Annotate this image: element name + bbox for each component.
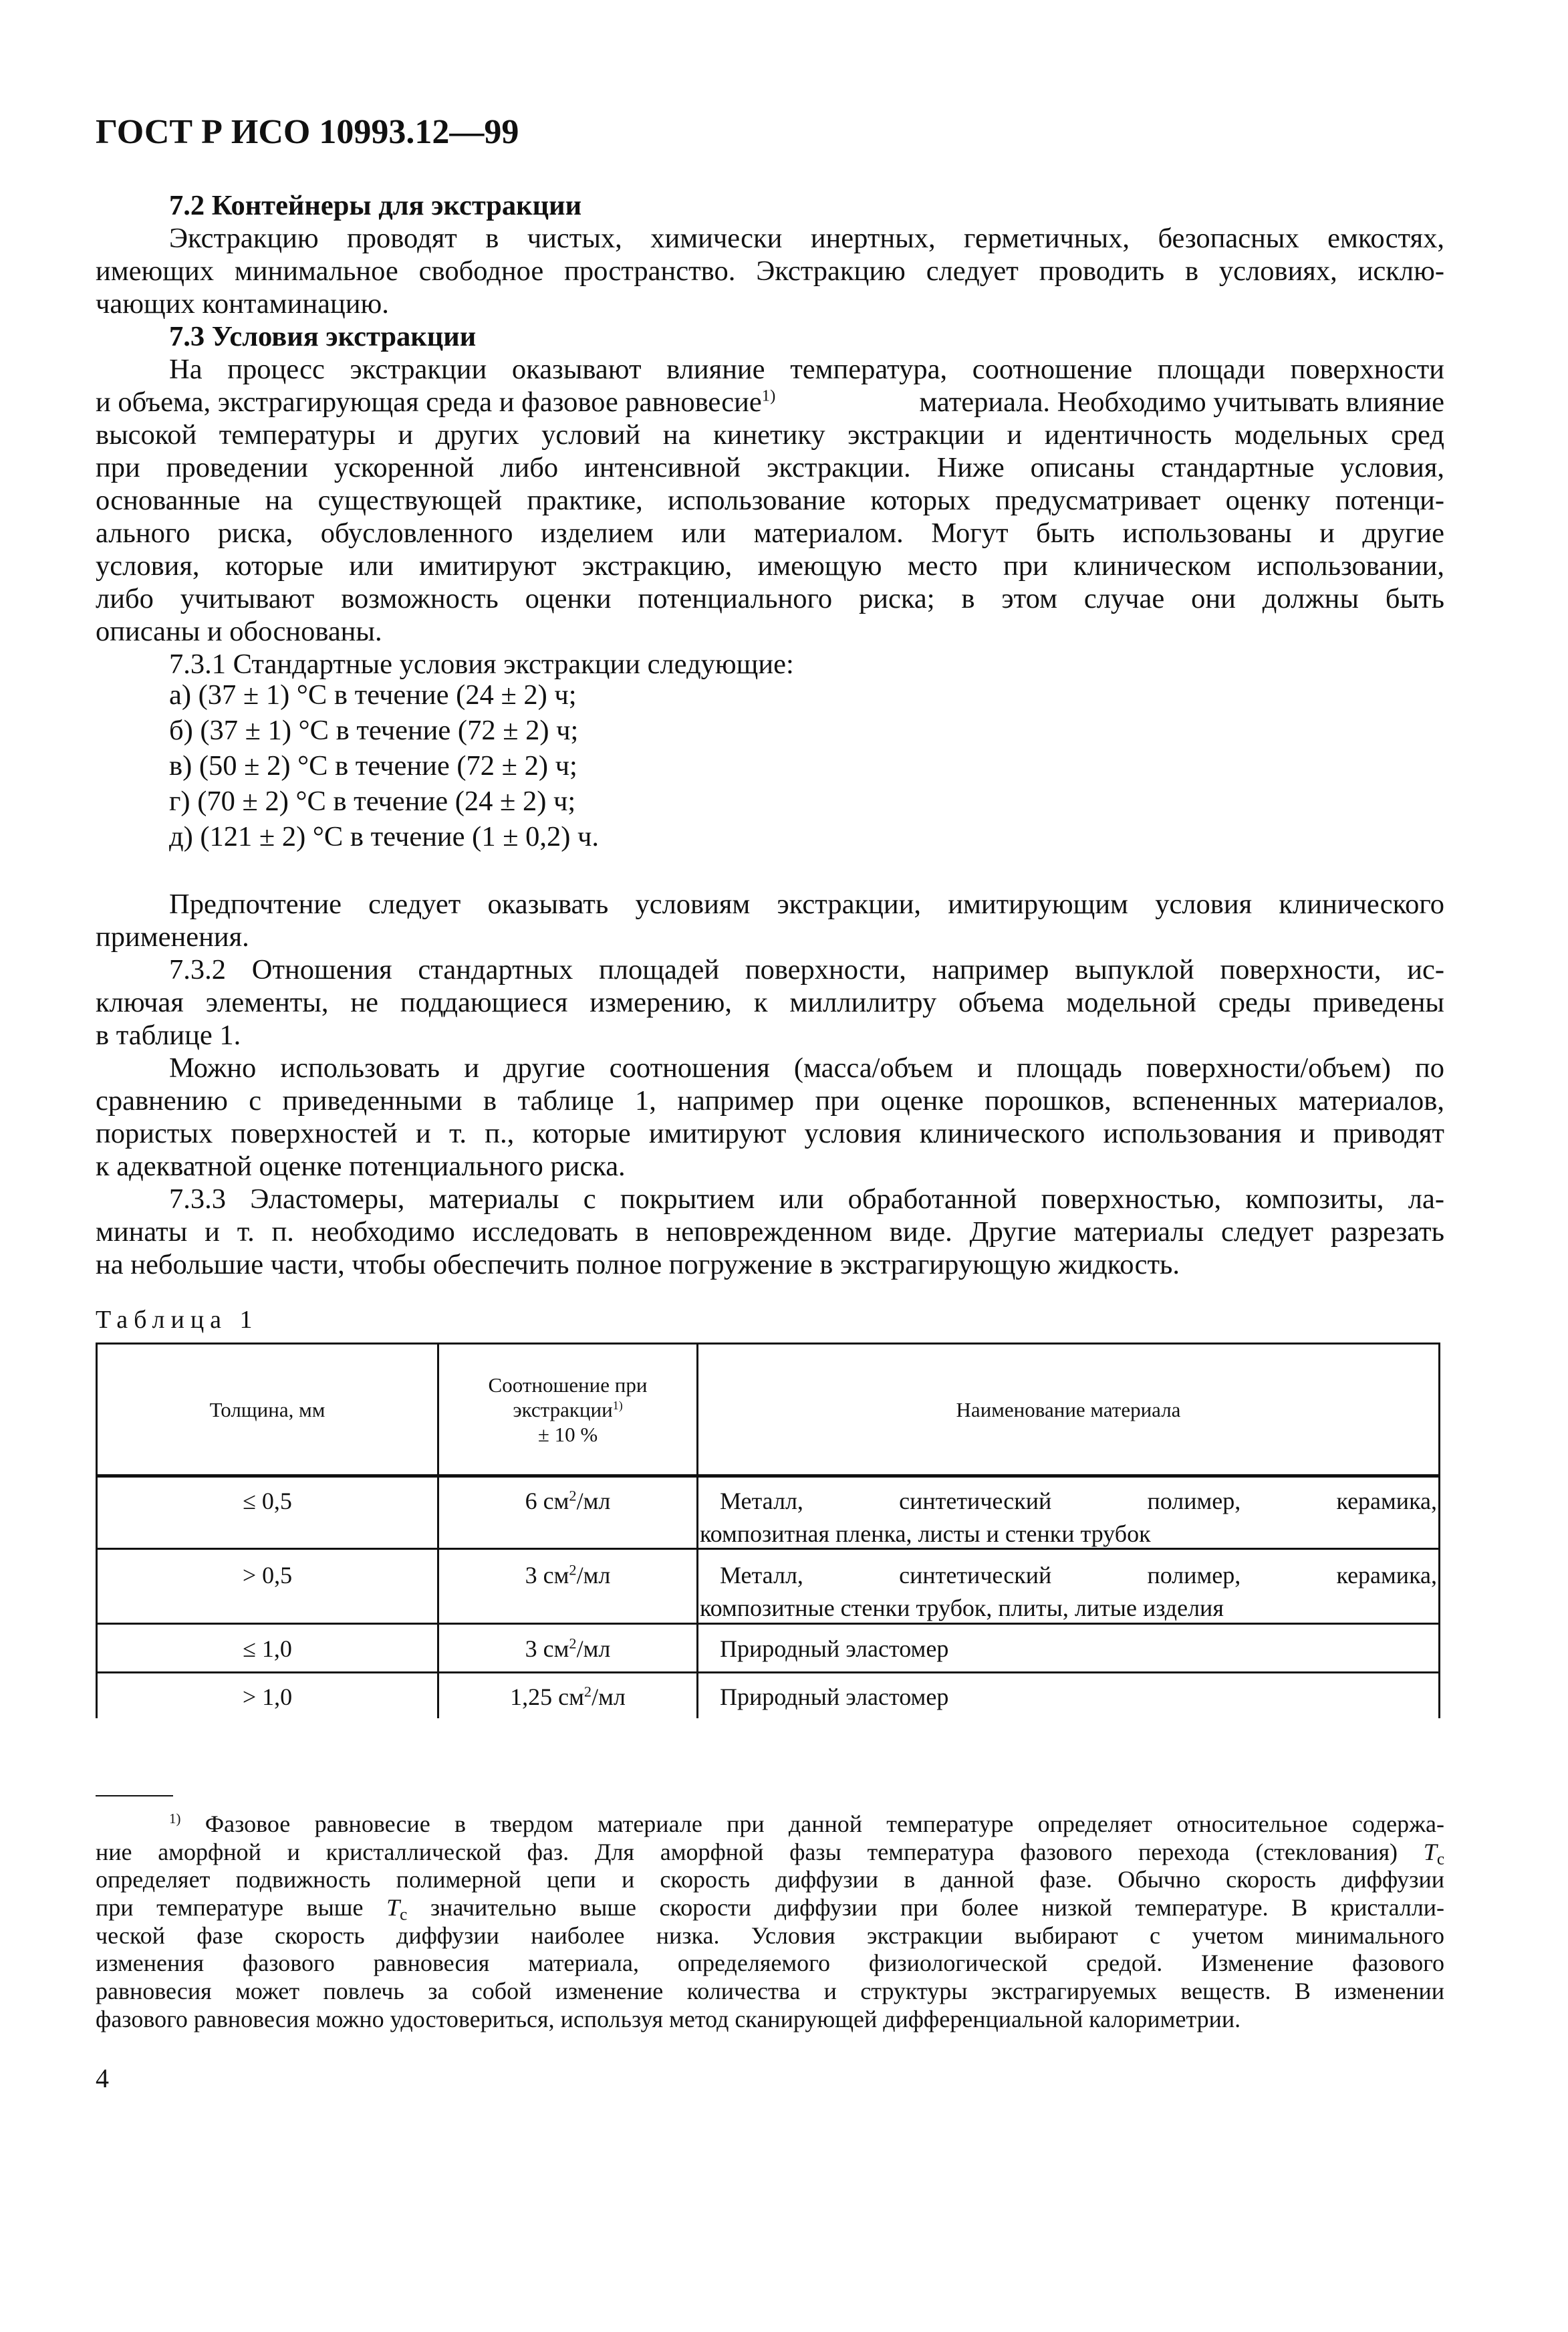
table-cell-ratio [439,1681,696,1714]
paragraph-line: минаты и т. п. необходимо исследовать в неповрежденном виде. Другие материалы следует разрезать [96,1216,1444,1248]
list-item [96,785,1444,820]
footnote-ref[interactable]: 1) [761,386,776,405]
footnote-line [96,1894,1444,1922]
paragraph-line: На процесс экстракции оказывают влияние температура, соотношение площади поверхности [169,354,1444,385]
exponent: 2 [569,1487,577,1504]
footnote-ref[interactable]: 1) [612,1398,623,1412]
document-header: ГОСТ Р ИСО 10993.12—99 [96,113,519,151]
paragraph-line: на небольшие части, чтобы обеспечить полное погружение в экстрагирующую жидкость. [96,1249,1180,1280]
table-border [1438,1343,1440,1718]
tc-subscript: c [1436,1849,1445,1868]
table-cell-thickness: > 0,5 [242,1562,293,1589]
footnote-marker: 1) [169,1811,181,1827]
footnote-text: значительно выше скорости диффузии при более низкой температуре. В кристалли- [430,1894,1445,1921]
list-text: (37 ± 1) °С в течение (24 ± 2) ч; [198,679,577,711]
paragraph-line: имеющих минимальное свободное пространство. Экстракцию следует проводить в условиях, исклю- [96,255,1444,287]
paragraph-line: применения. [96,921,249,953]
table-cell-thickness: ≤ 1,0 [243,1635,292,1662]
table-row-divider [96,1671,1440,1673]
extraction-ratio-table [96,1343,1440,1718]
list-label: в) [169,750,192,782]
header-text: Соотношение при [488,1373,648,1397]
material-line: Металл, синтетический полимер, керамика, [720,1488,1437,1514]
table-cell-thickness: > 1,0 [242,1683,293,1710]
section-7-3-continued [96,888,1444,1281]
table-cell-ratio [439,1559,696,1592]
header-text: Толщина, мм [209,1397,325,1421]
footnote-line [96,1811,1444,1839]
footnote-line: равновесия может повлечь за собой изменение количества и структуры экстрагируемых веществ. В изменении [96,1978,1444,2005]
list-item [96,820,1444,856]
table-cell-material [700,1559,1437,1625]
paragraph-line: Предпочтение следует оказывать условиям экстракции, имитирующим условия клинического [169,889,1444,920]
tc-subscript: c [400,1905,408,1924]
list-label: б) [169,715,193,746]
table-header-divider [96,1474,1440,1478]
column-header-ratio [439,1345,696,1474]
subsection-intro: 7.3.1 Стандартные условия экстракции следующие: [169,649,794,680]
text-segment [96,386,775,419]
material-line: композитные стенки трубок, плиты, литые изделия [700,1595,1224,1621]
footnote-text: Фазовое равновесие в твердом материале при данной температуре определяет относительное содержа- [205,1811,1445,1837]
footnote-line: фазового равновесия можно удостовериться, используя метод сканирующей дифференциальной калориметрии. [96,2005,1241,2032]
column-header-material [698,1345,1438,1474]
tc-letter: T [386,1894,400,1921]
footnote-text: ние аморфной и кристаллической фаз. Для аморфной фазы температура фазового перехода (стеклования) [96,1838,1398,1865]
footnote-line: ческой фазе скорость диффузии наиболее низка. Условия экстракции выбирают с учетом минимального [96,1921,1444,1949]
column-header-thickness [98,1345,437,1474]
paragraph-line: Можно использовать и другие соотношения (масса/объем и площадь поверхности/объем) по [169,1052,1444,1084]
exponent: 2 [583,1683,592,1700]
paragraph-line: условия, которые или имитируют экстракцию, имеющую место при клиническом использовании, [96,550,1444,582]
ratio-unit: /мл [576,1488,611,1514]
header-text: экстракции [513,1397,613,1421]
paragraph-line: сравнению с приведенными в таблице 1, например при оценке порошков, вспененных материалов, [96,1085,1444,1117]
tc-symbol [1423,1838,1445,1868]
paragraph-line: описаны и обоснованы. [96,616,382,647]
paragraph-line: пористых поверхностей и т. п., которые имитируют условия клинического использования и приводят [96,1118,1444,1149]
ratio-unit: /мл [576,1562,611,1589]
footnote [96,1811,1444,2034]
footnote-text: при температуре выше [96,1894,364,1921]
header-text [513,1397,622,1422]
list-label: д) [169,821,193,852]
section-heading: 7.2 Контейнеры для экстракции [169,190,582,221]
list-text: (50 ± 2) °С в течение (72 ± 2) ч; [199,750,577,782]
paragraph-line: высокой температуры и других условий на кинетику экстракции и идентичность модельных сред [96,419,1444,451]
list-text: (70 ± 2) °С в течение (24 ± 2) ч; [197,786,576,817]
material-line: композитная пленка, листы и стенки трубок [700,1520,1151,1547]
list-item [96,749,1444,785]
table-cell-material: Природный эластомер [720,1635,949,1662]
paragraph-line: ального риска, обусловленного изделием или материалом. Могут быть использованы и другие [96,517,1444,549]
footnote-line: изменения фазового равновесия материала, определяемого физиологической средой. Изменение фазового [96,1950,1444,1977]
paragraph-line: ключая элементы, не поддающиеся измерению, к миллилитру объема модельной среды приведены [96,987,1444,1018]
ratio-value: 6 см [525,1488,569,1514]
paragraph-line: чающих контаминацию. [96,288,389,320]
paragraph-line: 7.3.2 Отношения стандартных площадей поверхности, например выпуклой поверхности, ис- [169,954,1444,985]
text-segment: и объема, экстрагирующая среда и фазовое равновесие [96,386,762,418]
exponent: 2 [569,1635,577,1652]
paragraph-line: Экстракцию проводят в чистых, химически инертных, герметичных, безопасных емкостях, [169,223,1444,254]
tc-symbol [386,1894,408,1924]
footnote-line [96,1839,1444,1867]
paragraph-line-with-footnote [96,386,1444,419]
ratio-value: 3 см [525,1635,569,1662]
list-label: а) [169,679,192,711]
paragraph-line: в таблице 1. [96,1020,241,1051]
paragraph-line: при проведении ускоренной либо интенсивной экстракции. Ниже описаны стандартные условия, [96,452,1444,483]
table-cell-ratio [439,1633,696,1665]
conditions-list [96,679,1444,856]
list-label: г) [169,786,190,817]
ratio-value: 3 см [525,1562,569,1589]
paragraph-line: основанные на существующей практике, использование которых предусматривает оценку потенци- [96,485,1444,516]
section-7-2 [96,189,1444,681]
paragraph-line: 7.3.3 Эластомеры, материалы с покрытием или обработанной поверхностью, композиты, ла- [169,1183,1444,1215]
page-number: 4 [96,2063,109,2093]
table-cell-material: Природный эластомер [720,1683,949,1710]
header-text: ± 10 % [537,1422,598,1446]
list-text: (37 ± 1) °С в течение (72 ± 2) ч; [200,715,579,746]
section-heading: 7.3 Условия экстракции [169,321,477,352]
ratio-value: 1,25 см [510,1683,584,1710]
paragraph-line: либо учитывают возможность оценки потенциального риска; в этом случае они должны быть [96,583,1444,614]
material-line: Металл, синтетический полимер, керамика, [720,1562,1437,1589]
tc-letter: T [1423,1838,1437,1865]
table-cell-ratio [439,1485,696,1518]
table-caption: Таблица 1 [96,1306,259,1334]
header-text: Наименование материала [956,1397,1181,1421]
ratio-unit: /мл [576,1635,611,1662]
list-item [96,714,1444,749]
paragraph-line: к адекватной оценке потенциального риска. [96,1151,626,1182]
list-item [96,679,1444,714]
list-text: (121 ± 2) °С в течение (1 ± 0,2) ч. [200,821,600,852]
footnote-line: определяет подвижность полимерной цепи и скорость диффузии в данной фазе. Обычно скорость диффузии [96,1866,1444,1893]
table-cell-material [700,1485,1437,1550]
ratio-unit: /мл [592,1683,626,1710]
exponent: 2 [569,1561,577,1579]
footnote-separator [96,1795,173,1796]
table-cell-thickness: ≤ 0,5 [243,1488,292,1514]
text-segment: материала. Необходимо учитывать влияние [919,386,1444,418]
